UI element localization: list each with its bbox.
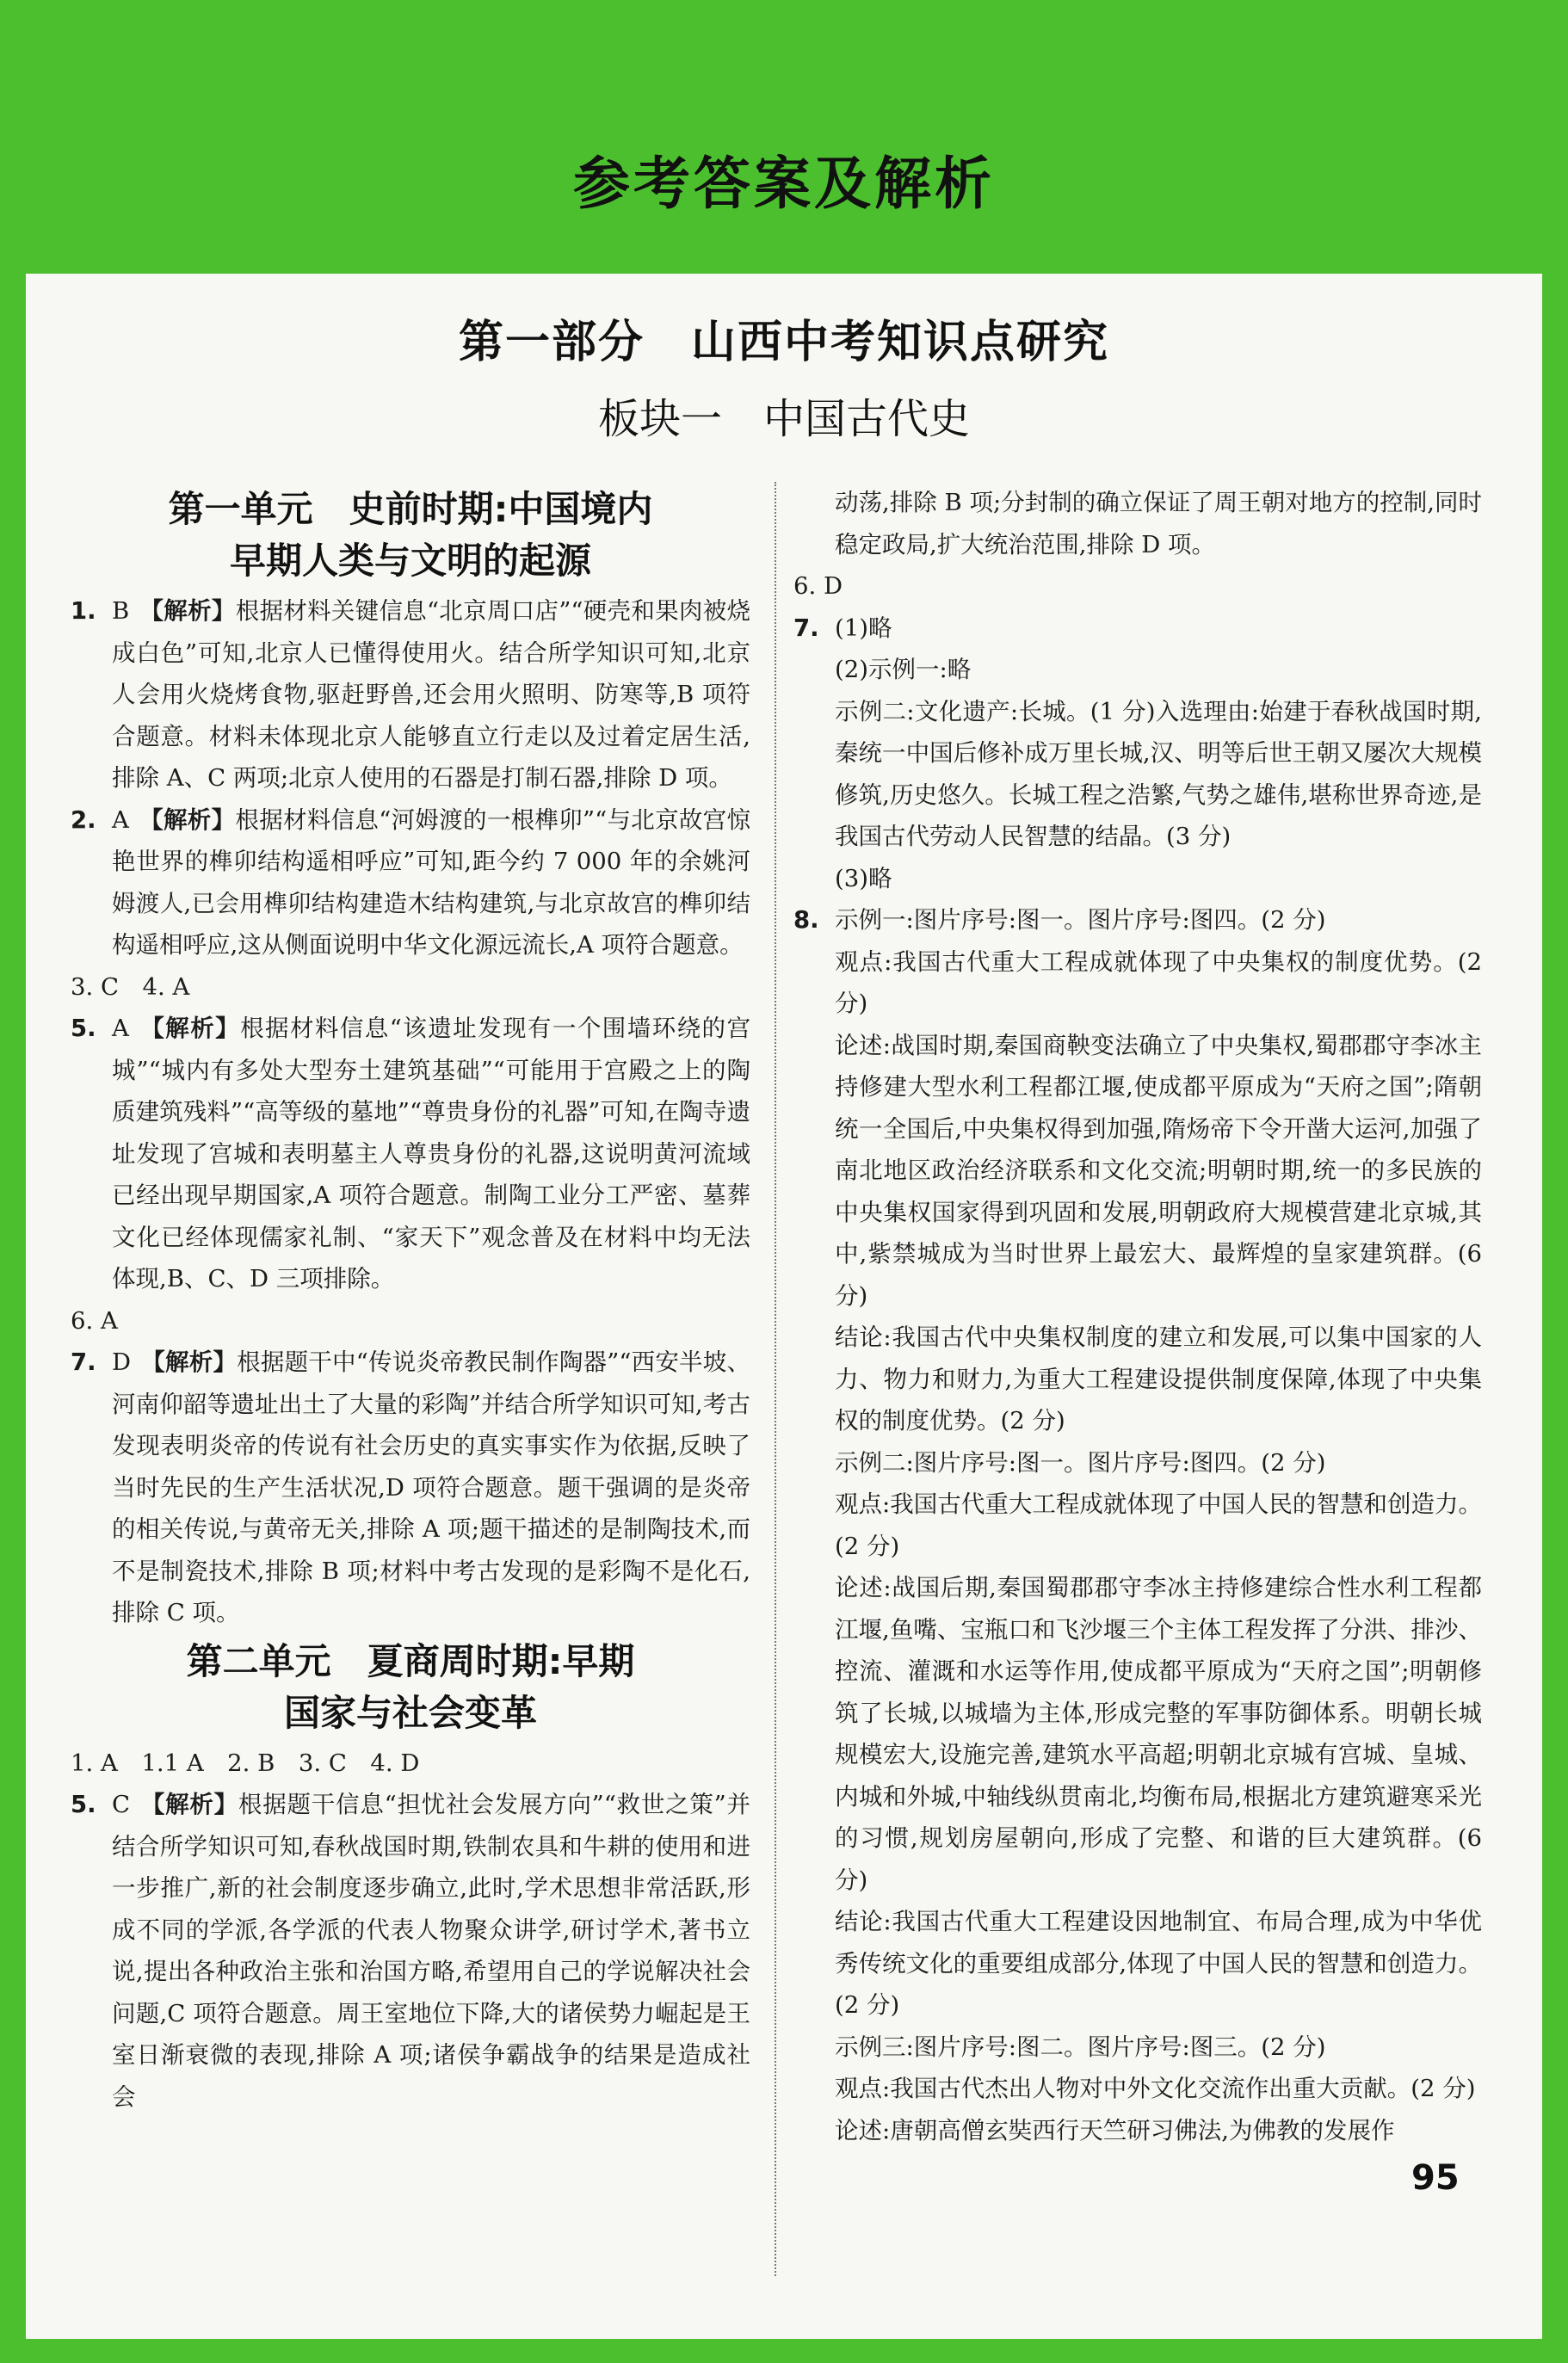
item-text: (2)示例一:略 [835,656,972,683]
unit2-title-line1: 第二单元 夏商周时期:早期 [186,1639,635,1682]
unit1-title [71,484,750,587]
answer-item [793,899,1482,2151]
item-number: 7. [71,1348,96,1376]
item-answer: A [112,805,129,834]
item-text: 结论:我国古代中央集权制度的建立和发展,可以集中国家的人力、物力和财力,为重大工程建设提供制度保障,体现了中央集权的制度优势。(2 分) [835,1323,1482,1434]
item-text: 观点:我国古代重大工程成就体现了中央集权的制度优势。(2 分) [835,947,1482,1017]
answer-item [71,799,750,966]
item-text: 论述:唐朝高僧玄奘西行天竺研习佛法,为佛教的发展作 [835,2116,1395,2144]
answer-item [71,1008,750,1300]
header-green-band [0,0,1568,274]
column-divider [775,482,776,2276]
block-title: 板块一 中国古代史 [597,395,970,443]
item-answer: B [112,597,130,625]
part-title: 第一部分 山西中考知识点研究 [458,317,1109,368]
item-text: 示例二:文化遗产:长城。(1 分)入选理由:始建于春秋战国时期,秦统一中国后修补成万里长城,汉、明等后世王朝又屡次大规模修筑,历史悠久。长城工程之浩繁,气势之雄伟,堪称世界奇迹,是我国古代劳动人民智慧的结晶。(3 分) [835,697,1482,850]
unit1-title-line2: 早期人类与文明的起源 [229,540,591,582]
item-answer: A [112,1015,129,1042]
unit2-title [71,1636,750,1739]
item-text: 根据题干信息“担忧社会发展方向”“救世之策”并结合所学知识可知,春秋战国时期,铁制农具和牛耕的使用和进一步推广,新的社会制度逐步确立,此时,学术思想非常活跃,形成不同的学派,各学派的代表人物聚众讲学,研讨学术,著书立说,提出各种政治主张和治国方略,希望用自己的学说解决社会问题,C 项符合题意。周王室地位下降,大的诸侯势力崛起是王室日渐衰微的表现,排除 A 项;诸侯争霸战争的结果是造成社会 [112,1791,751,2111]
item-number: 1. [71,597,96,625]
analysis-tag: 【解析】 [139,1015,241,1042]
right-column [793,482,1482,2151]
analysis-tag: 【解析】 [139,805,236,834]
answer-line: 6. D [793,572,843,600]
unit1-title-line1: 第一单元 史前时期:中国境内 [168,488,653,530]
bottom-green-border [0,2339,1568,2363]
analysis-tag: 【解析】 [139,597,236,625]
item-text: 观点:我国古代重大工程成就体现了中国人民的智慧和创造力。(2 分) [835,1490,1482,1560]
analysis-tag: 【解析】 [140,1791,238,1818]
item-text: 示例一:图片序号:图一。图片序号:图四。(2 分) [835,906,1326,934]
page-title: 参考答案及解析 [573,151,995,217]
answer-item [793,608,1482,900]
item-number: 2. [71,805,96,834]
item-number: 7. [793,614,819,642]
item-text: 观点:我国古代杰出人物对中外文化交流作出重大贡献。(2 分) [835,2075,1476,2102]
item-text: 示例三:图片序号:图二。图片序号:图三。(2 分) [835,2033,1326,2061]
item-answer: D [112,1348,132,1376]
item-text: 根据材料关键信息“北京周口店”“硬壳和果肉被烧成白色”可知,北京人已懂得使用火。结合所学知识可知,北京人会用火烧烤食物,驱赶野兽,还会用火照明、防寒等,B 项符合题意。材料未体现北京人能够直立行走以及过着定居生活,排除 A、C 两项;北京人使用的石器是打制石器,排除 D 项。 [112,597,750,792]
item-text: 根据材料信息“河姆渡的一根榫卯”“与北京故宫惊艳世界的榫卯结构遥相呼应”可知,距今约 7 000 年的余姚河姆渡人,已会用榫卯结构建造木结构建筑,与北京故宫的榫卯结构遥相呼应,这从侧面说明中华文化源远流长,A 项符合题意。 [112,805,750,959]
item-text: 论述:战国后期,秦国蜀郡郡守李冰主持修建综合性水利工程都江堰,鱼嘴、宝瓶口和飞沙堰三个主体工程发挥了分洪、排沙、控流、灌溉和水运等作用,使成都平原成为“天府之国”;明朝修筑了长城,以城墙为主体,形成完整的军事防御体系。明朝长城规模宏大,设施完善,建筑水平高超;明朝北京城有宫城、皇城、内城和外城,中轴线纵贯南北,均衡布局,根据北方建筑避寒采光的习惯,规划房屋朝向,形成了完整、和谐的巨大建筑群。(6 分) [835,1574,1482,1894]
answer-line: 1. A 1.1 A 2. B 3. C 4. D [71,1749,420,1777]
item-number: 5. [71,1015,96,1042]
item-answer: C [112,1791,131,1818]
page-number: 95 [1411,2158,1460,2198]
item-number: 5. [71,1791,96,1818]
item-text: 论述:战国时期,秦国商鞅变法确立了中央集权,蜀郡郡守李冰主持修建大型水利工程都江堰,使成都平原成为“天府之国”;隋朝统一全国后,中央集权得到加强,隋炀帝下令开凿大运河,加强了南北地区政治经济联系和文化交流;明朝时期,统一的多民族的中央集权国家得到巩固和发展,明朝政府大规模营建北京城,其中,紫禁城成为当时世界上最宏大、最辉煌的皇家建筑群。(6 分) [835,1031,1482,1310]
answer-line: 3. C 4. A [71,972,190,1001]
item-text: 结论:我国古代重大工程建设因地制宜、布局合理,成为中华优秀传统文化的重要组成部分,体现了中国人民的智慧和创造力。(2 分) [835,1908,1482,2019]
unit2-title-line2: 国家与社会变革 [283,1691,537,1734]
item-text: 根据题干中“传说炎帝教民制作陶器”“西安半坡、河南仰韶等遗址出土了大量的彩陶”并结合所学知识可知,考古发现表明炎帝的传说有社会历史的真实事实作为依据,反映了当时先民的生产生活状况,D 项符合题意。题干强调的是炎帝的相关传说,与黄帝无关,排除 A 项;题干描述的是制陶技术,而不是制瓷技术,排除 B 项;材料中考古发现的是彩陶不是化石,排除 C 项。 [112,1348,750,1626]
item-text: (1)略 [835,614,892,642]
item-text: (3)略 [835,864,892,892]
answer-item [71,1784,750,2118]
continued-text: 动荡,排除 B 项;分封制的确立保证了周王朝对地方的控制,同时稳定政局,扩大统治范围,排除 D 项。 [835,489,1482,558]
analysis-tag: 【解析】 [141,1348,238,1376]
item-text: 根据材料信息“该遗址发现有一个围墙环绕的宫城”“城内有多处大型夯土建筑基础”“可能用于宫殿之上的陶质建筑残料”“高等级的墓地”“尊贵身份的礼器”可知,在陶寺遗址发现了宫城和表明墓主人尊贵身份的礼器,这说明黄河流域已经出现早期国家,A 项符合题意。制陶工业分工严密、墓葬文化已经体现儒家礼制、“家天下”观念普及在材料中均无法体现,B、C、D 三项排除。 [112,1015,751,1293]
item-text: 示例二:图片序号:图一。图片序号:图四。(2 分) [835,1448,1326,1477]
answer-item [71,1342,750,1634]
answer-line: 6. A [71,1306,118,1335]
answer-item [71,590,750,799]
left-column [71,482,750,2118]
item-number: 8. [793,906,819,934]
